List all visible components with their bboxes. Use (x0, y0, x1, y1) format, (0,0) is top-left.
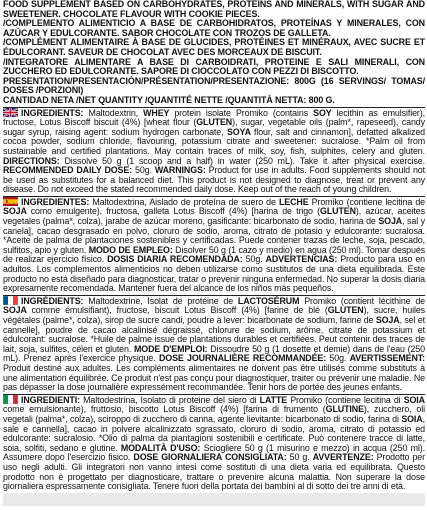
italy-flag-icon (3, 395, 18, 404)
keyword-text: SOJA (3, 305, 32, 316)
keyword-text: AVVERTENZE: (312, 452, 377, 463)
keyword-text: DOSE GIORNALIERA CONSIGLIATA: (133, 452, 290, 463)
keyword-text: AVERTISSEMENT: (349, 353, 425, 364)
body-text: Disolver 50 g (1 cazo y medio) en agua (250 ml). Tomar después de realizar ejercicio físico. (3, 244, 425, 265)
body-text: protein isolate Promiko (contains (174, 107, 314, 118)
body-text: 50g. (329, 353, 350, 364)
body-text: Prodotto per uso negli adulti. Gli integratori non vanno intesi come sostituti di una dieta varia ed equilibrata. Questo prodotto non è progettato per diagnosticare, trattare o prevenire alcuna malattia. Non superare la dose giornaliera espressamente consigliata. Tenere fuori della portata dei bambini al di sotto dei tre anni di età. (3, 452, 425, 492)
section-en (3, 108, 425, 195)
keyword-text: RECOMMENDED DAILY DOSE: (3, 165, 135, 176)
keyword-text: DIRECTIONS: (3, 155, 65, 166)
body-text: ), sugar, vegetable oils (palm*, rapeseed), candy sugar syrup, raising agent: sodium hydrogen carbonate, (3, 117, 425, 137)
keyword-text: WHEY (143, 107, 175, 118)
keyword-text: SOIA (403, 394, 425, 405)
uk-flag-icon (3, 108, 18, 117)
keyword-text: GLUTEN (196, 117, 233, 128)
body-text: , sale e cannella], cacao in polvere alcalinizzato sgrassato, cloruro di sodio, aroma, citrato di potassio ed edulcorante: sucralosio. *Olio di palma da piantagioni sostenibili e certificate. Può contenere tracce di latte, soia, solfiti, sedano e glutine. (3, 413, 425, 453)
body-text: come emulsionante), fruttosio, biscotto Lotus Biscoff (4%) [farina di frumento ( (3, 404, 326, 415)
body-text: Product for use in adults. Food supplements should not be used as substitutes for a balanced diet. This product is not designed to diagnose, treat or prevent any disease. Do not exceed the stated recommended daily dose. Keep out of the reach of young children. (3, 165, 425, 195)
keyword-text: SOJA (3, 206, 31, 217)
keyword-text: SOY (313, 107, 337, 118)
keyword-text: LECHE (278, 196, 312, 207)
body-text: Maltodextrin, (88, 107, 144, 118)
body-text: Maltodextrina, Aislado de proteína de suero de (92, 196, 279, 207)
body-text: Maltodextrine, Isolat de protéine de (88, 295, 238, 306)
section-it (3, 395, 425, 492)
keyword-text: SOIA (401, 413, 423, 424)
keyword-text: SOJA (375, 315, 400, 325)
spain-flag-icon (3, 197, 18, 206)
bottom-bar (3, 493, 425, 506)
france-flag-icon (3, 296, 18, 305)
keyword-text: ADVERTENCIAS: (265, 254, 341, 265)
body-text: , sel et cannelle], poudre de cacao alcalinisé dégraissé, chlorure de sodium, arôme, citrate de potassium et édulcorant: sucralose. *Huile de palme issue de plantations durables et certifiées. Peut contenir des traces de lait, soja, sulfites, céleri et gluten. (3, 315, 425, 354)
body-text: 50g. (135, 165, 155, 176)
net-quantity-line: CANTIDAD NETA /NET QUANTITY /QUANTITÉ NETTE /QUANTITÀ NETTA: 800 G. (3, 94, 335, 105)
keyword-text: WARNINGS: (154, 165, 209, 176)
body-text: Producto para uso en adultos. Los complementos alimenticios no deben utilizarse como sustitutos de una dieta equilibrada. Este producto no está diseñado para diagnosticar, tratar o prevenir ninguna enfermedad. No superar la dosis diaria expresamente recomendada. Mantener fuera del alcance de los niños más pequeños. (3, 254, 426, 294)
keyword-text: GLUTEN (320, 206, 356, 217)
keyword-text: INGREDIENTES: (21, 196, 93, 207)
body-text: lecithin as emulsifier), fructose, Lotus Biscoff biscuit (4%) [wheat flour ( (3, 107, 425, 128)
body-text: Promiko (contient lécithine de (304, 295, 425, 306)
keyword-text: GLUTEN (327, 305, 364, 316)
body-text: Dissoudre 50 g (1 dosette et demie) dans de l'eau (250 mL). Prenez après l'exercice physique. (3, 343, 425, 364)
keyword-text: MODALITÀ D'USO: (120, 442, 204, 453)
keyword-text: MODE D'EMPLOI: (133, 343, 211, 354)
body-text: ), zucchero, oli vegetali (palma*, colza), sciroppo di zucchero di canna, agente lievitante: bicarbonato di sodio, farina di (3, 404, 426, 424)
body-text: ), azúcar, aceites vegetales (palma*, colza), jarabe de azúcar moreno, gasificante: bicarbonato de sodio, harina de (3, 206, 425, 227)
section-es (3, 197, 425, 294)
header-line-fr: /COMPLÉMENT ALIMENTAIRE À BASE DE GLUCIDES, PROTÉINES ET MINÉRAUX, AVEC SUCRE ET ÉDULCORANT. SAVEUR DE CHOCOLAT AVEC DES MORCEAUX DE BISCUIT. (3, 37, 425, 57)
body-text: Promiko (contiene lecitina di (290, 394, 404, 405)
header-line-en: FOOD SUPPLEMENT BASED ON CARBOHYDRATES, PROTEINS AND MINERALS, WITH SUGAR AND SWEETENER. CHOCOLATE FLAVOUR WITH COOKIE PIECES. (3, 0, 425, 19)
section-fr (3, 296, 425, 393)
header-line-it: /INTEGRATORE ALIMENTARE A BASE DI CARBOIDRATI, PROTEINE E SALI MINERALI, CON ZUCCHERO ED EDULCORANTE. SAPORE DI CIOCCOLATO CON PEZZI DI BISCOTTO. (3, 56, 425, 77)
keyword-text: MODO DE EMPLEO: (88, 244, 176, 255)
keyword-text: INGREDIENTI: (21, 394, 84, 405)
keyword-text: LATTE (259, 394, 291, 405)
keyword-text: INGREDIENTS: (21, 107, 89, 118)
keyword-text: INGRÉDIENTS: (21, 295, 89, 306)
body-text: comme émulsifiant), fructose, biscuit Lotus Biscoff (4%) [farine de blé ( (31, 305, 328, 316)
body-text: Produit destiné aux adultes. Les compléments alimentaires ne doivent pas être utilisés comme substituts à une alimentation équilibrée. Ce produit n'est pas conçu pour diagnostiquer, traiter ou prévenir une maladie. Ne pas dépasser la dose journalière expressément recommandée. Tenir hors de portée des jeunes enfants. (3, 362, 425, 393)
body-text: ), sucre, huiles végétales (palme*, colza), sirop de sucre candi, poudre à lever: bicarbonate de sodium, farine de (3, 305, 426, 325)
language-sections (3, 108, 425, 492)
keyword-text: GLUTINE (325, 404, 364, 415)
presentation-line: PRESENTATION/PRESENTACIÓN/PRÉSENTATION/PRESENTAZIONE: 800G (16 SERVINGS/ TOMAS/ DOSES /PORZIONI) (3, 75, 425, 96)
header-line-es: /COMPLEMENTO ALIMENTICIO A BASE DE CARBOHIDRATOS, PROTEÍNAS Y MINERALES, CON AZÚCAR Y EDULCORANTE. SABOR CHOCOLATE CON TROZOS DE GALLETA. (3, 18, 425, 38)
label-header (3, 0, 425, 106)
body-text: Promiko (contiene lecitina de (311, 196, 425, 207)
keyword-text: SOYA (226, 126, 254, 137)
body-text: flour, salt and cinnamon], defatted alkalized cocoa powder, sodium chloride, flavouring, potassium citrate and sweetener: sucralose. *Palm oil from sustainable and certified plantations. May contain traces of milk, soy, fish, sulphites, celery and gluten. (3, 126, 425, 156)
keyword-text: DOSIS DIARIA RECOMENDADA: (107, 254, 246, 265)
keyword-text: LACTOSÉRUM (237, 295, 305, 306)
body-text: Dissolve 50 g (1 scoop and a half) in water (250 mL). Take it after physical exercise. (64, 155, 425, 166)
body-text: , sal y canela], cacao desgrasado en polvo, cloruro de sodio, aroma, citrato de potasio y edulcorante: sucralosa. *Aceite de palma de plantaciones sostenibles y certificadas. Puede contener trazas de leche, soja, pescado, sulfitos, apio y gluten. (3, 216, 425, 255)
body-text: Maltodestrina, Isolato di proteine del siero di (83, 394, 260, 405)
body-text: 50g. (245, 254, 266, 265)
body-text: Sciogliere 50 g (1 misurino e mezzo) in acqua (250 ml). Assumere dopo l'esercizio fisico. (3, 442, 425, 463)
keyword-text: SOJA (378, 216, 403, 227)
body-text: 50 g. (289, 452, 313, 463)
keyword-text: DOSE JOURNALIÈRE RECOMMANDÉE: (158, 353, 330, 364)
body-text: como emulgente), fructosa, galleta Lotus Biscoff (4%) [harina de trigo ( (30, 206, 321, 217)
